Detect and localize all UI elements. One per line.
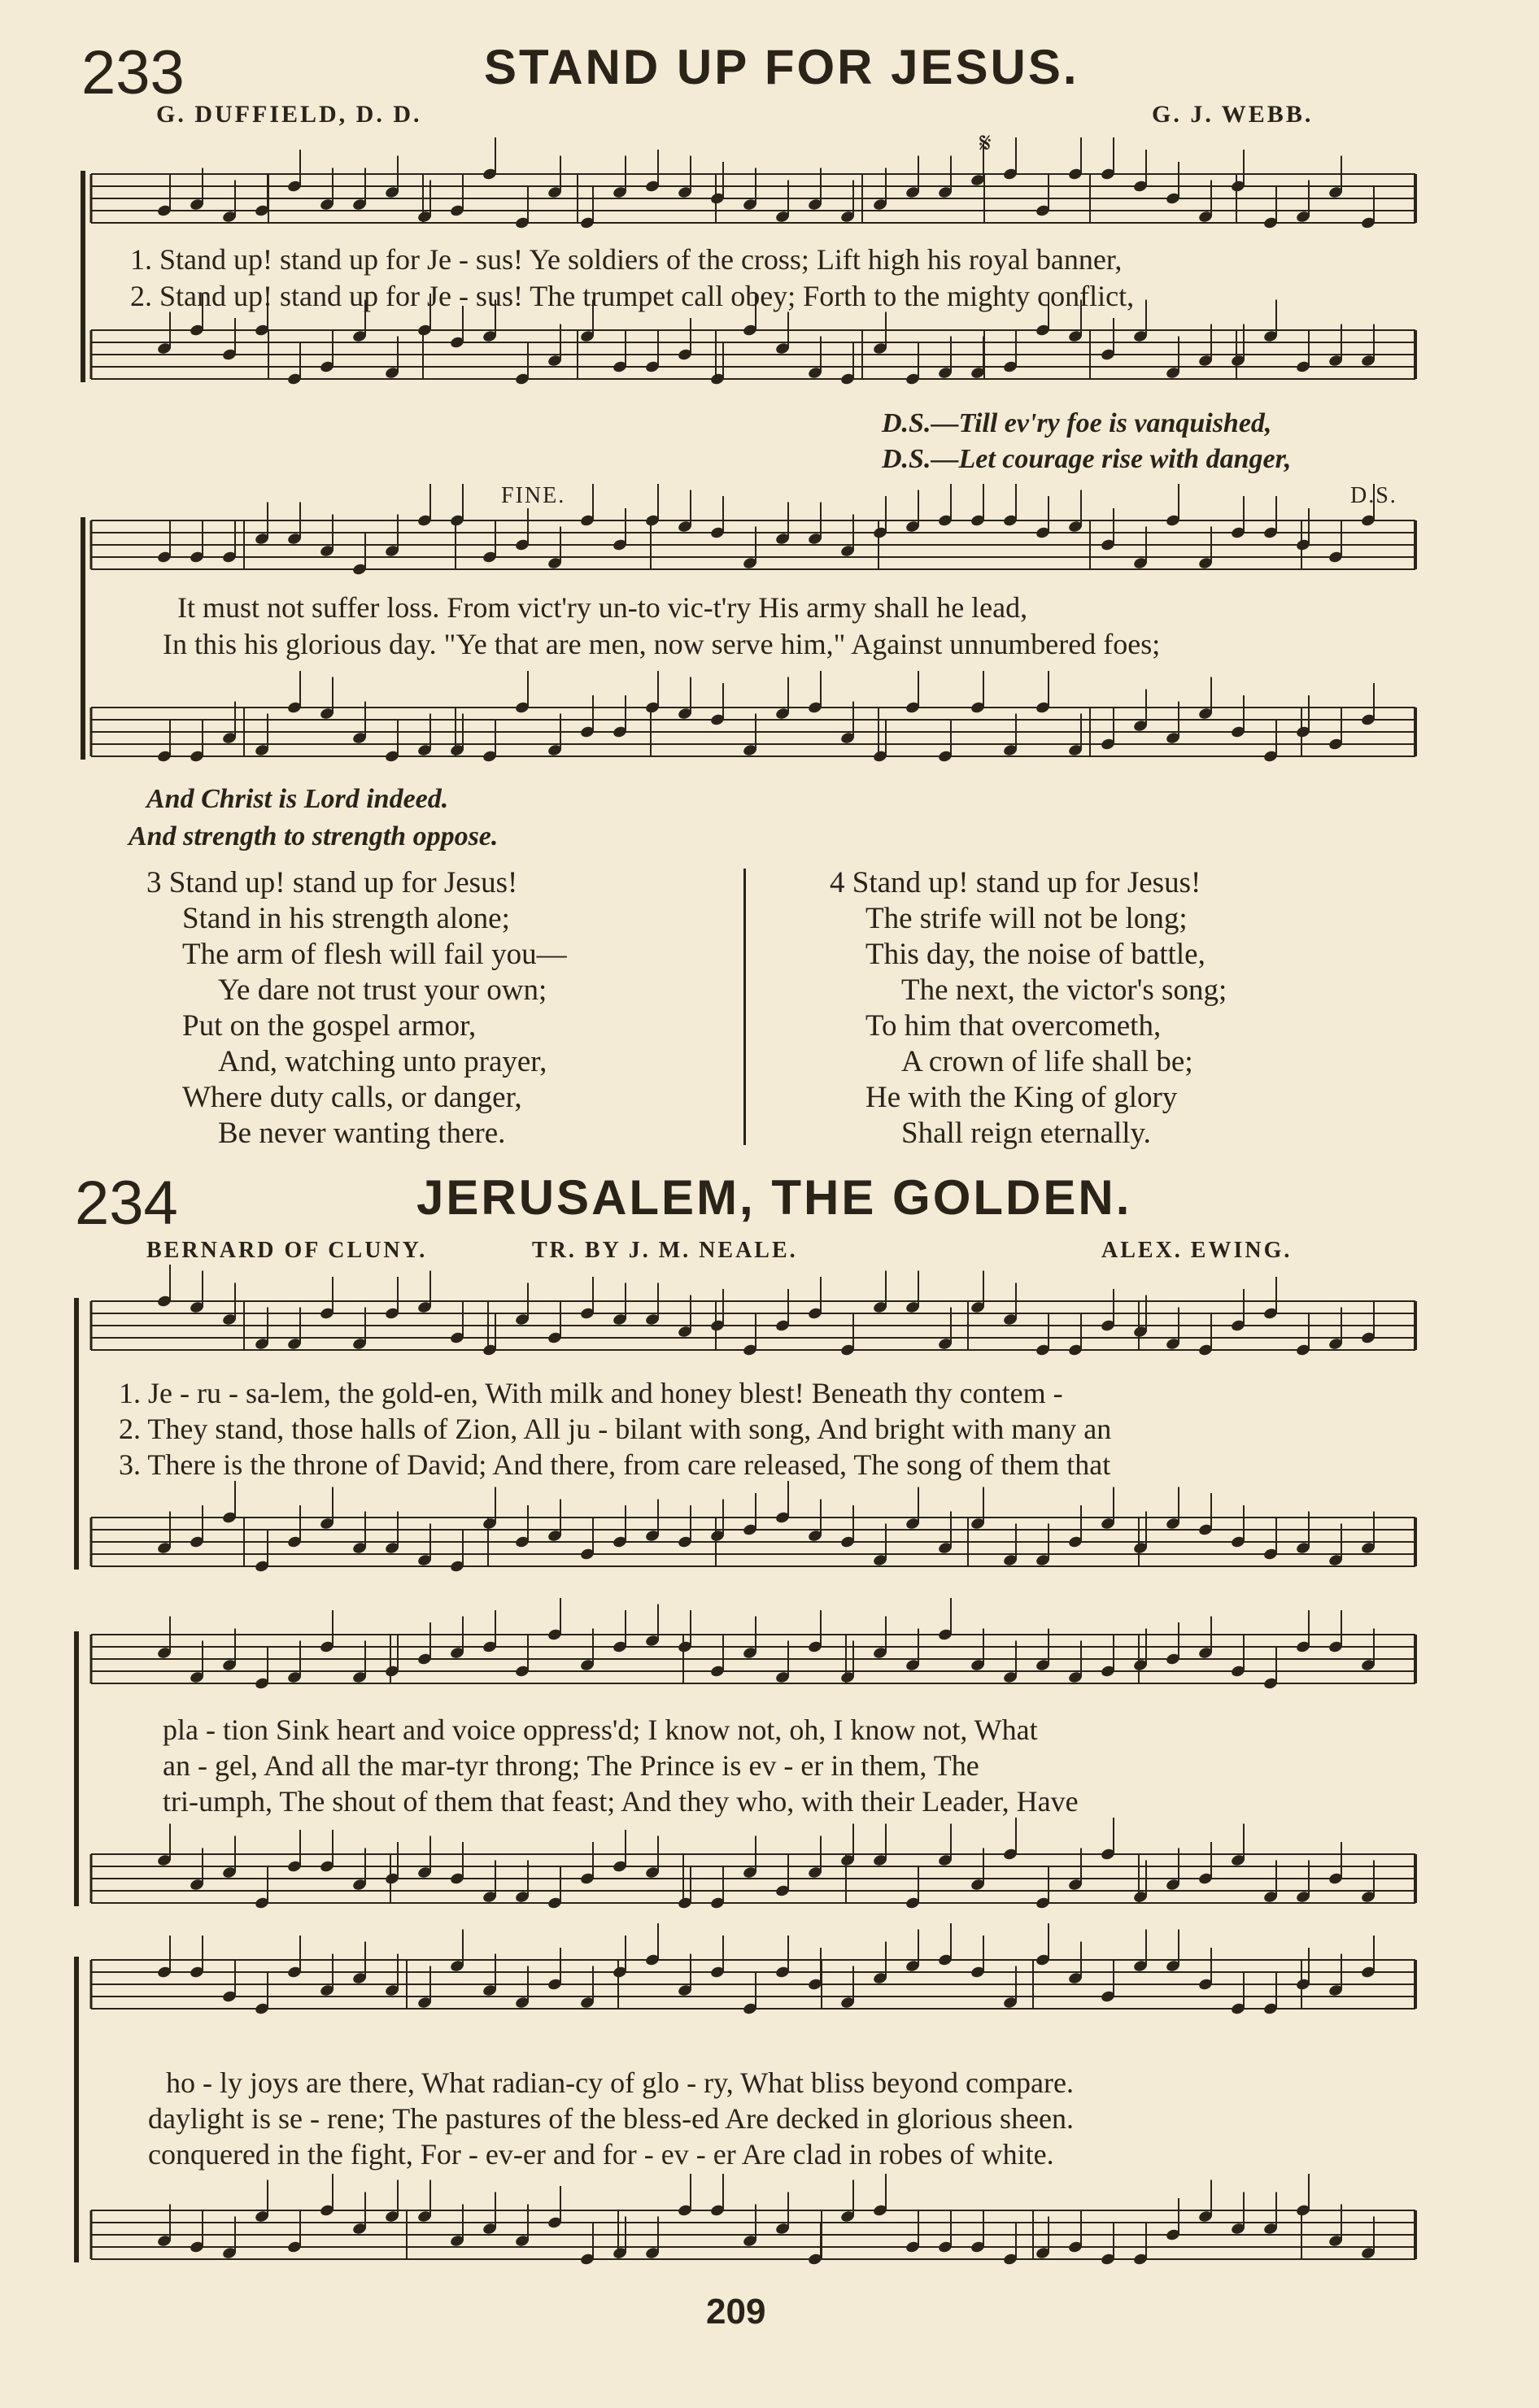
lyric-234-sys2-verse1: pla - tion Sink heart and voice oppress'd; I know not, oh, I know not, What (163, 1713, 1038, 1746)
ending-line-1: And Christ is Lord indeed. (146, 784, 449, 814)
stanza-4-line: This day, the noise of battle, (865, 938, 1205, 971)
stanza-divider (743, 869, 746, 1145)
stanza-4 (830, 865, 1227, 1152)
hymn-number-233: 233 (81, 38, 185, 107)
lyricist-234: BERNARD OF CLUNY. (146, 1238, 428, 1263)
translator-234: TR. BY J. M. NEALE. (532, 1238, 798, 1263)
lyric-233-line2-verse2: In this his glorious day. "Ye that are men, now serve him," Against unnumbered foes; (163, 628, 1161, 660)
lyric-234-sys3-verse1: ho - ly joys are there, What radian-cy of glo - ry, What bliss beyond compare. (166, 2066, 1074, 2099)
lyric-233-line1-verse1: 1. Stand up! stand up for Je - sus! Ye soldiers of the cross; Lift high his royal banner, (130, 243, 1123, 276)
lyric-233-line1-verse2: 2. Stand up! stand up for Je - sus! The trumpet call obey; Forth to the mighty conflict, (130, 280, 1135, 312)
lyric-234-sys3-verse2: daylight is se - rene; The pastures of the bless-ed Are decked in glorious sheen. (148, 2102, 1075, 2135)
page-number: 209 (706, 2292, 766, 2332)
stanza-4-line: 4 Stand up! stand up for Jesus! (830, 866, 1201, 899)
segno-mark: 𝄋 (979, 128, 992, 159)
hymn-title-233: STAND UP FOR JESUS. (484, 40, 1079, 94)
composer-233: G. J. WEBB. (1152, 101, 1314, 128)
stanza-3-line: Stand in his strength alone; (182, 902, 510, 935)
hymn-number-234: 234 (75, 1169, 178, 1238)
stanza-4-line: To him that overcometh, (865, 1009, 1162, 1043)
hymn-title-234: JERUSALEM, THE GOLDEN. (416, 1170, 1132, 1225)
lyricist-233: G. DUFFIELD, D. D. (156, 101, 422, 128)
lyric-234-sys3-verse3: conquered in the fight, For - ev-er and for - ev - er Are clad in robes of white. (148, 2138, 1054, 2171)
stanza-4-line: He with the King of glory (865, 1081, 1178, 1114)
ds-mark: D.S. (1350, 483, 1397, 508)
stanza-3-line: Ye dare not trust your own; (218, 973, 547, 1007)
ending-line-2: And strength to strength oppose. (129, 821, 499, 851)
lyric-233-line2-verse1: It must not suffer loss. From vict'ry un-to vic-t'ry His army shall he lead, (177, 591, 1028, 624)
stanza-3-line: Be never wanting there. (218, 1117, 506, 1150)
lyric-234-sys1-verse2: 2. They stand, those halls of Zion, All ju - bilant with song, And bright with many an (119, 1413, 1112, 1445)
stanza-4-line: The next, the victor's song; (901, 973, 1227, 1007)
lyric-234-sys2-verse2: an - gel, And all the mar-tyr throng; The Prince is ev - er in them, The (163, 1749, 979, 1782)
stanza-3-line: Where duty calls, or danger, (182, 1081, 522, 1114)
lyric-234-sys1-verse1: 1. Je - ru - sa-lem, the gold-en, With milk and honey blest! Beneath thy contem - (119, 1377, 1063, 1409)
ds-direction-1: D.S.—Till ev'ry foe is vanquished, (882, 408, 1272, 438)
ds-direction-2: D.S.—Let courage rise with danger, (882, 444, 1292, 474)
fine-mark: FINE. (501, 483, 566, 508)
stanza-4-line: The strife will not be long; (865, 902, 1188, 935)
composer-234: ALEX. EWING. (1101, 1238, 1293, 1263)
lyric-234-sys1-verse3: 3. There is the throne of David; And there, from care released, The song of them that (119, 1448, 1111, 1481)
stanza-4-line: A crown of life shall be; (901, 1045, 1193, 1078)
stanza-4-line: Shall reign eternally. (901, 1117, 1151, 1150)
stanza-3-line: The arm of flesh will fail you— (182, 938, 567, 971)
stanza-3-line: Put on the gospel armor, (182, 1009, 477, 1043)
stanza-3-line: 3 Stand up! stand up for Jesus! (146, 866, 518, 899)
lyric-234-sys2-verse3: tri-umph, The shout of them that feast; And they who, with their Leader, Have (163, 1785, 1079, 1818)
stanza-3 (146, 865, 567, 1152)
stanza-3-line: And, watching unto prayer, (218, 1045, 547, 1078)
